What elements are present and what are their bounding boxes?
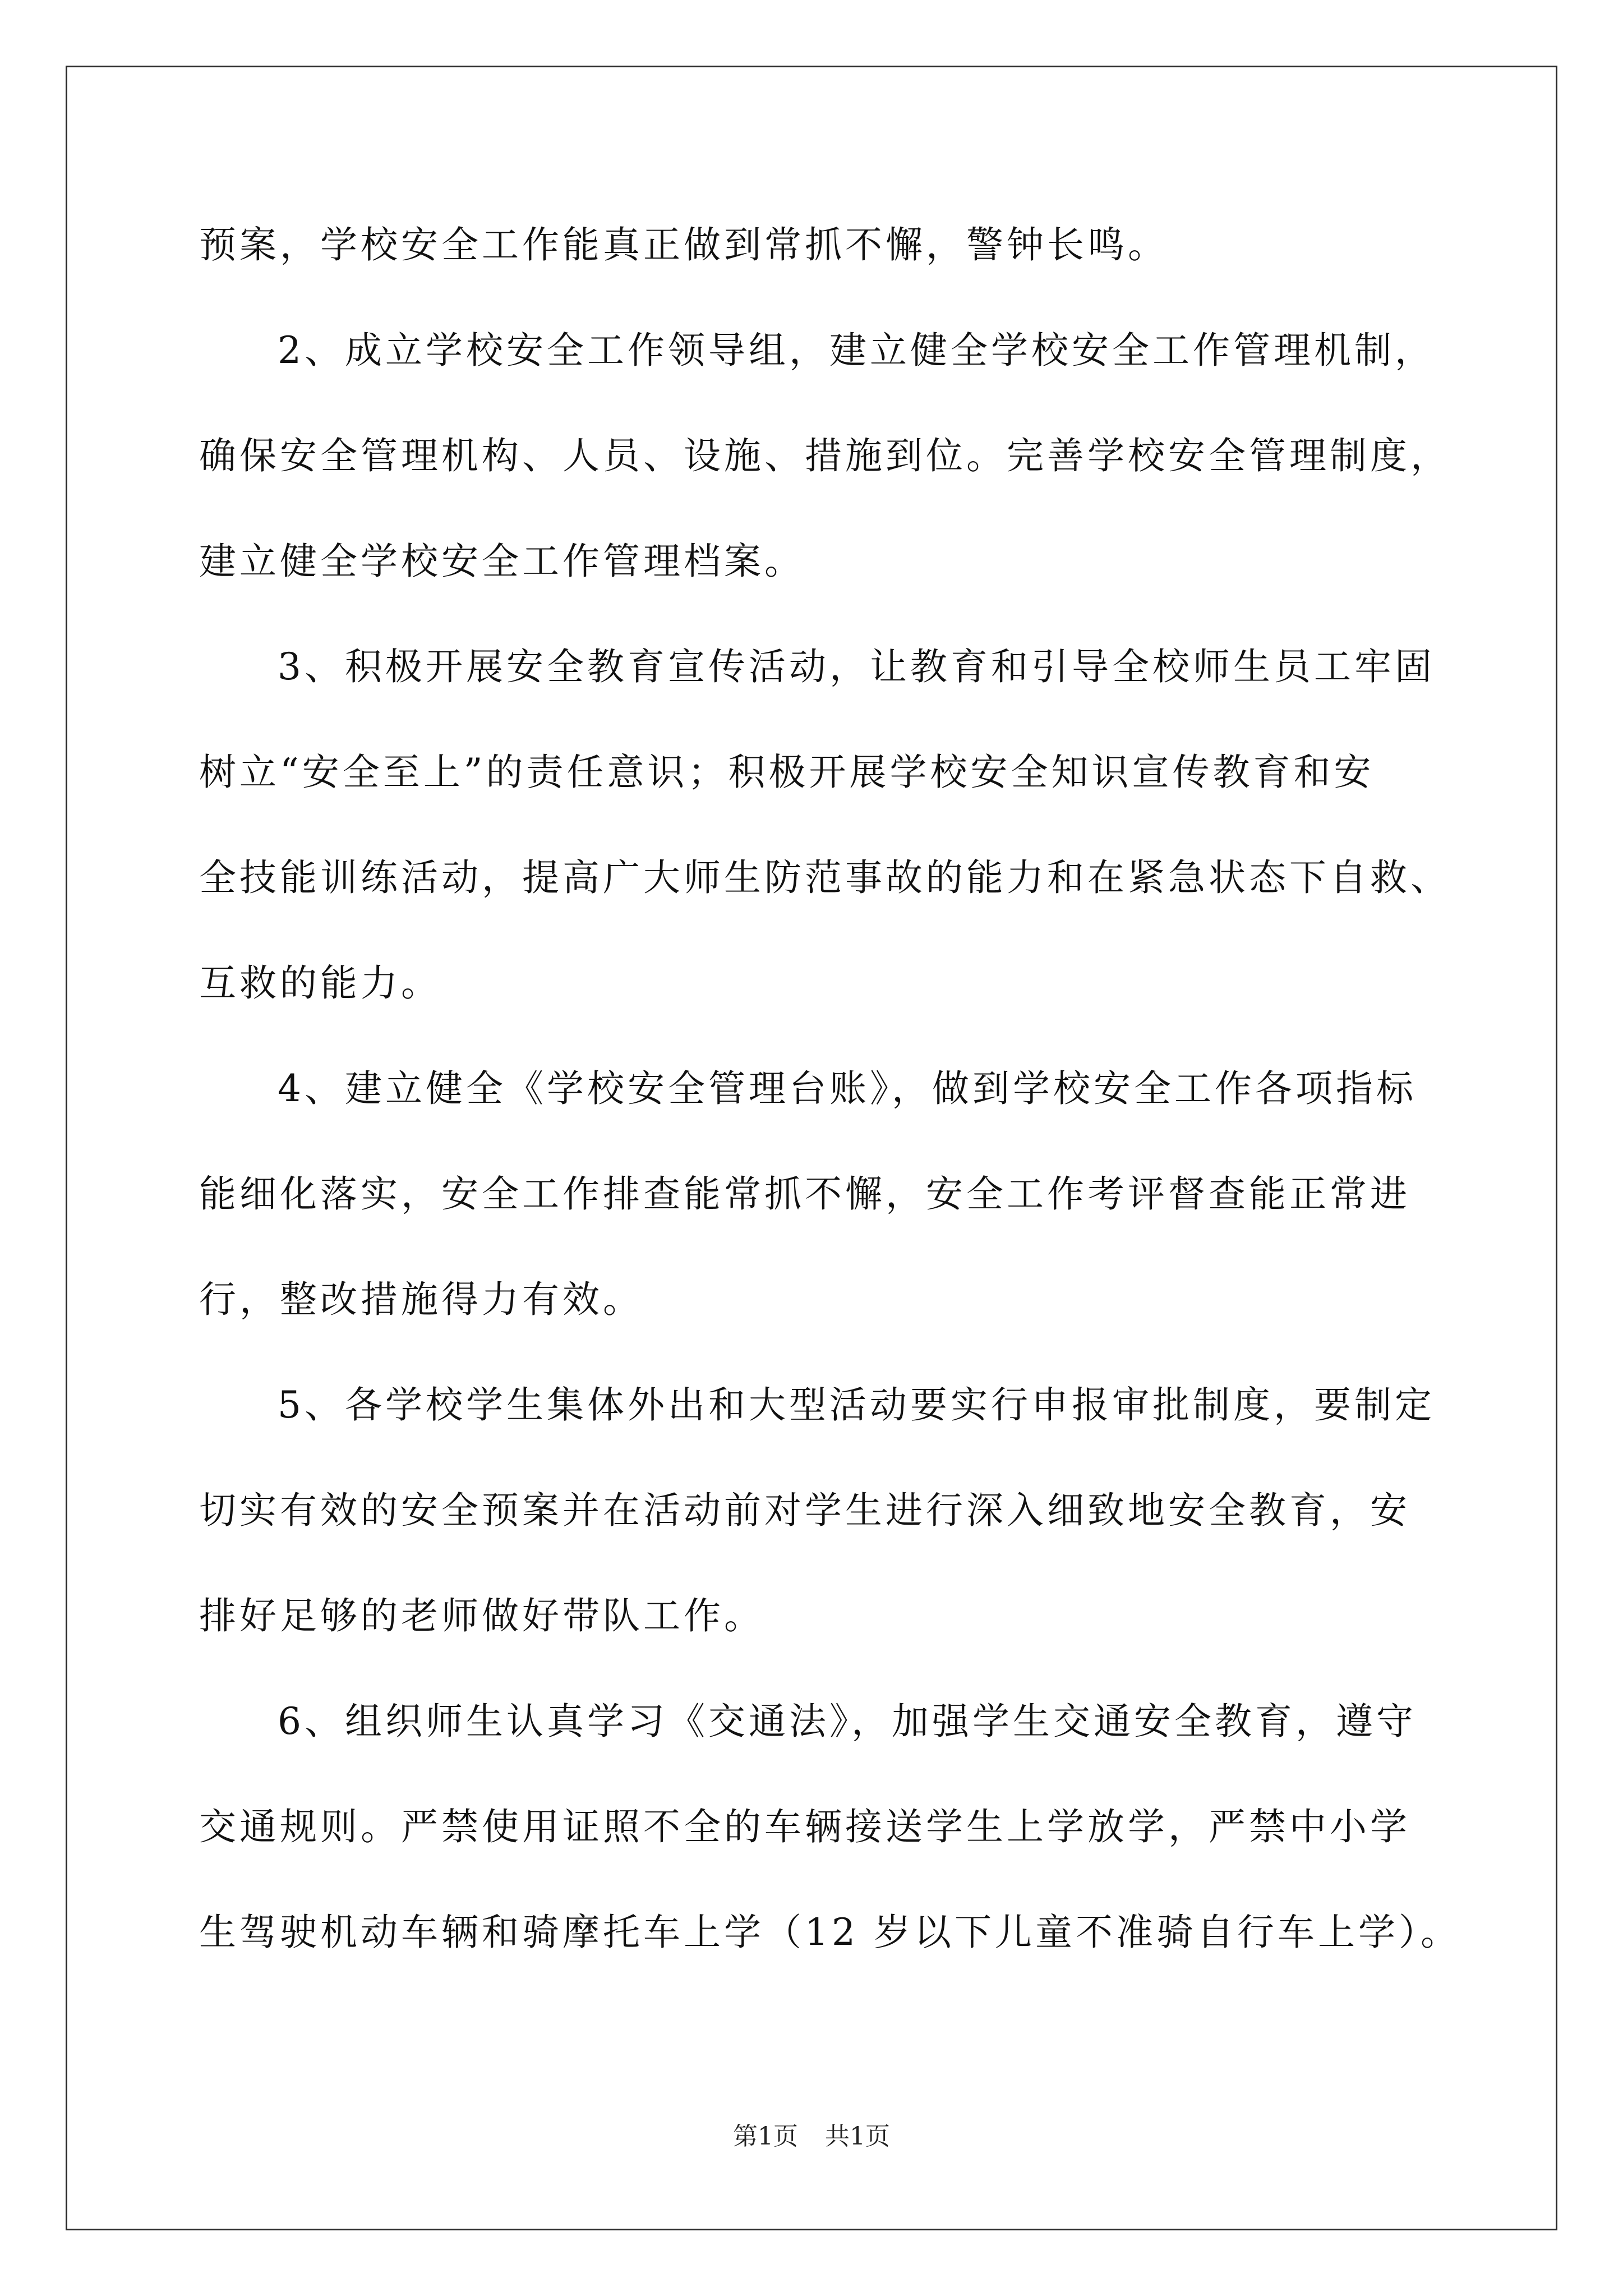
text-line: 排好足够的老师做好带队工作。: [199, 1594, 764, 1637]
page-number-current: 第1页: [733, 2122, 798, 2151]
text-line: 行，整改措施得力有效。: [199, 1278, 643, 1321]
document-body: [199, 223, 1461, 2016]
text-line: 预案，学校安全工作能真正做到常抓不懈，警钟长鸣。: [199, 223, 1168, 266]
text-line: 2、成立学校安全工作领导组，建立健全学校安全工作管理机制，: [278, 329, 1435, 372]
text-line: 生驾驶机动车辆和骑摩托车上学（12 岁以下儿童不准骑自行车上学）。: [199, 1911, 1461, 1954]
text-line: 能细化落实，安全工作排查能常抓不懈，安全工作考评督查能正常进: [199, 1172, 1410, 1216]
text-line: 建立健全学校安全工作管理档案。: [199, 540, 805, 583]
text-line: 4、建立健全《学校安全管理台账》，做到学校安全工作各项指标: [278, 1067, 1417, 1110]
page-footer: [0, 2116, 1623, 2152]
text-line: 确保安全管理机构、人员、设施、措施到位。完善学校安全管理制度，: [199, 434, 1451, 477]
text-line: 互救的能力。: [199, 961, 441, 1005]
text-line: 5、各学校学生集体外出和大型活动要实行申报审批制度，要制定: [278, 1383, 1435, 1427]
page-number-total: 共1页: [825, 2122, 890, 2151]
text-line: 全技能训练活动，提高广大师生防范事故的能力和在紧急状态下自救、: [199, 856, 1451, 899]
text-line: 切实有效的安全预案并在活动前对学生进行深入细致地安全教育，安: [199, 1489, 1410, 1532]
text-line: 6、组织师生认真学习《交通法》，加强学生交通安全教育，遵守: [278, 1700, 1417, 1743]
text-line: 3、积极开展安全教育宣传活动，让教育和引导全校师生员工牢固: [278, 645, 1435, 688]
text-line: 交通规则。严禁使用证照不全的车辆接送学生上学放学，严禁中小学: [199, 1805, 1410, 1848]
text-line: 树立“安全至上”的责任意识；积极开展学校安全知识宣传教育和安: [199, 751, 1375, 794]
